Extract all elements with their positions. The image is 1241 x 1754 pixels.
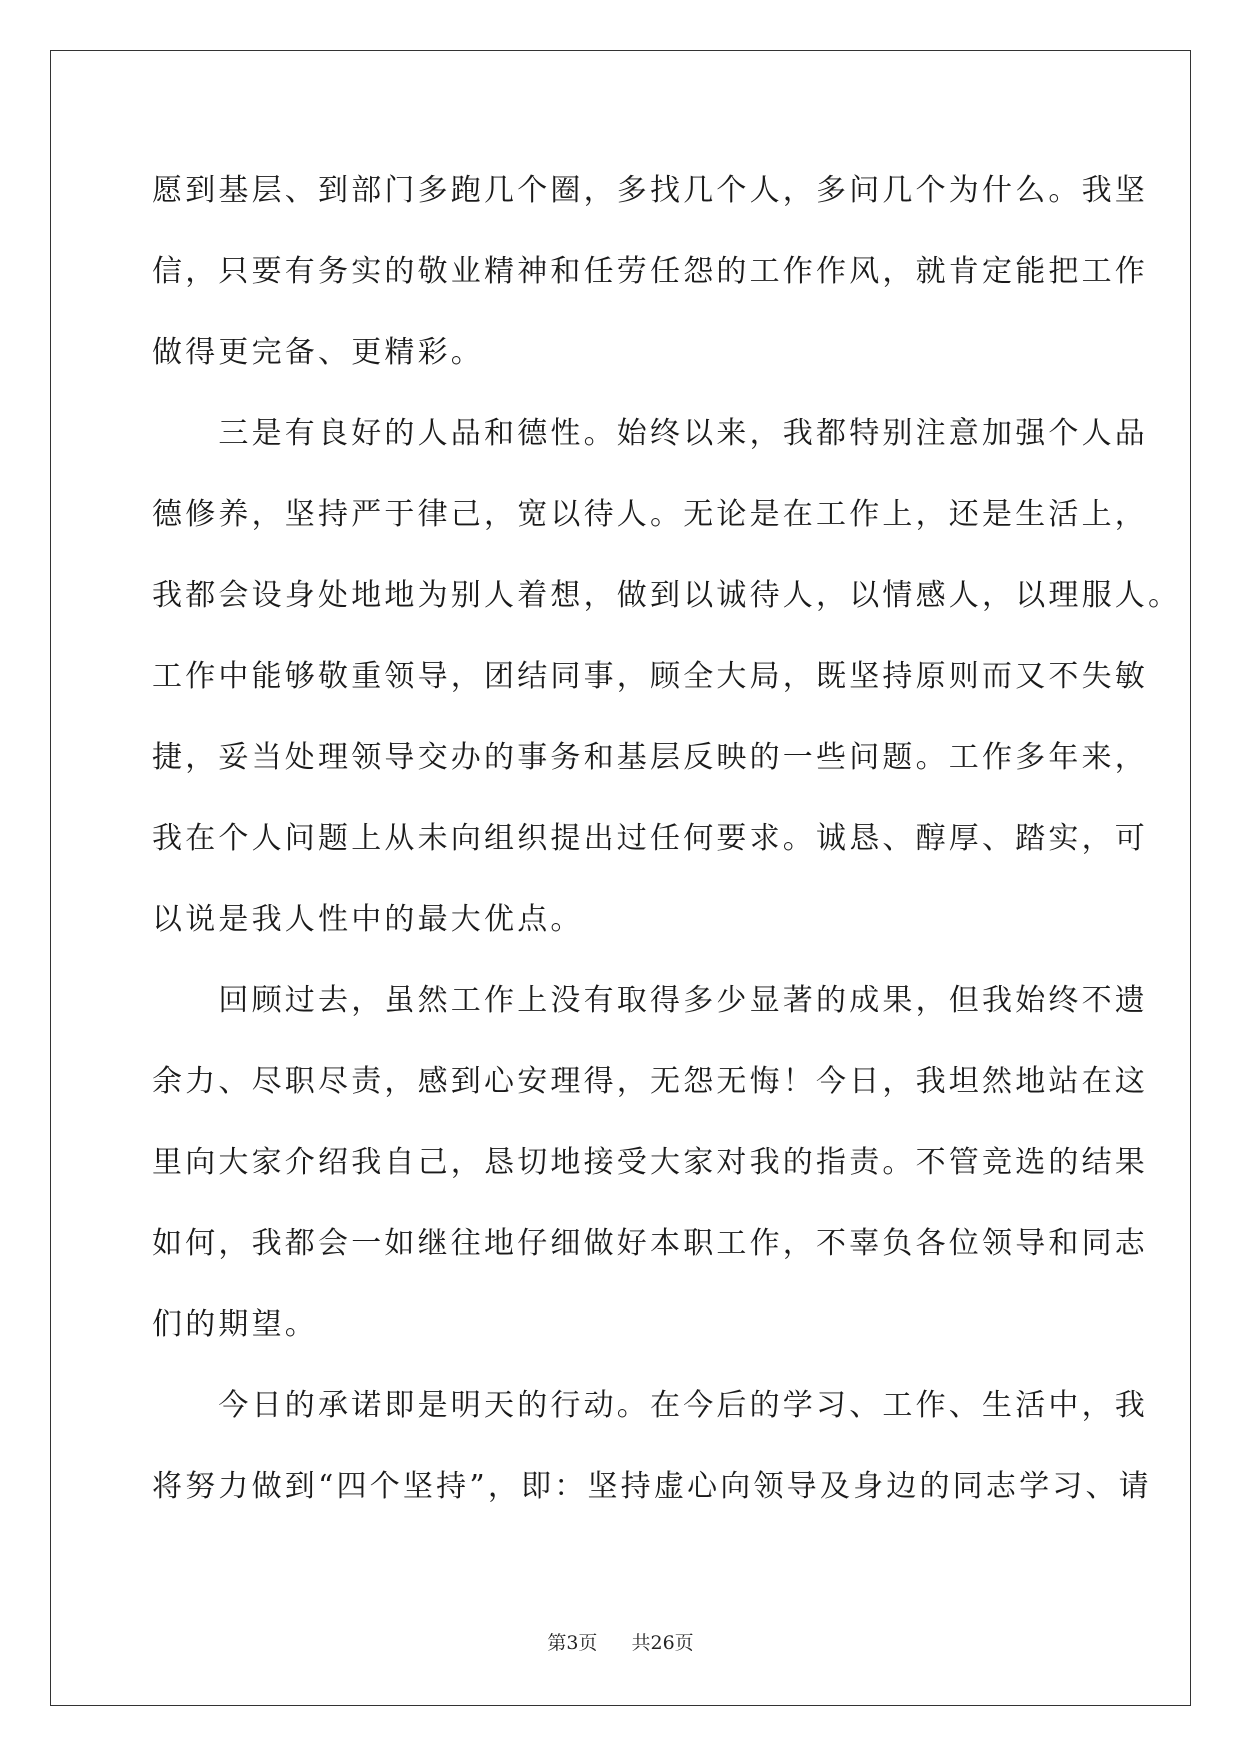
text-line: 以说是我人性中的最大优点。 [152, 902, 584, 937]
text-line: 信，只要有务实的敬业精神和任劳任怨的工作作风，就肯定能把工作 [152, 254, 1148, 289]
text-line: 我在个人问题上从未向组织提出过任何要求。诚恳、醇厚、踏实，可 [152, 821, 1148, 856]
text-line: 工作中能够敬重领导，团结同事，顾全大局，既坚持原则而又不失敏 [152, 659, 1148, 694]
page-number: 第3页 [547, 1632, 598, 1654]
text-line: 今日的承诺即是明天的行动。在今后的学习、工作、生活中，我 [152, 1388, 1148, 1423]
text-line: 捷，妥当处理领导交办的事务和基层反映的一些问题。工作多年来， [152, 740, 1148, 775]
document-body [152, 162, 1182, 1539]
text-line: 德修养，坚持严于律己，宽以待人。无论是在工作上，还是生活上， [152, 497, 1148, 532]
text-line: 余力、尽职尽责，感到心安理得，无怨无悔！今日，我坦然地站在这 [152, 1064, 1148, 1099]
text-line: 将努力做到“四个坚持”，即：坚持虚心向领导及身边的同志学习、请 [152, 1469, 1152, 1504]
text-line: 愿到基层、到部门多跑几个圈，多找几个人，多问几个为什么。我坚 [152, 173, 1148, 208]
page-total: 共26页 [631, 1632, 694, 1654]
text-line: 们的期望。 [152, 1307, 318, 1342]
text-line: 如何，我都会一如继往地仔细做好本职工作，不辜负各位领导和同志 [152, 1226, 1148, 1261]
text-line: 回顾过去，虽然工作上没有取得多少显著的成果，但我始终不遗 [152, 983, 1148, 1018]
text-line: 三是有良好的人品和德性。始终以来，我都特别注意加强个人品 [152, 416, 1148, 451]
page-footer [0, 1628, 1241, 1655]
text-line: 做得更完备、更精彩。 [152, 335, 484, 370]
text-line: 里向大家介绍我自己，恳切地接受大家对我的指责。不管竞选的结果 [152, 1145, 1148, 1180]
text-line: 我都会设身处地地为别人着想，做到以诚待人，以情感人，以理服人。 [152, 578, 1182, 613]
